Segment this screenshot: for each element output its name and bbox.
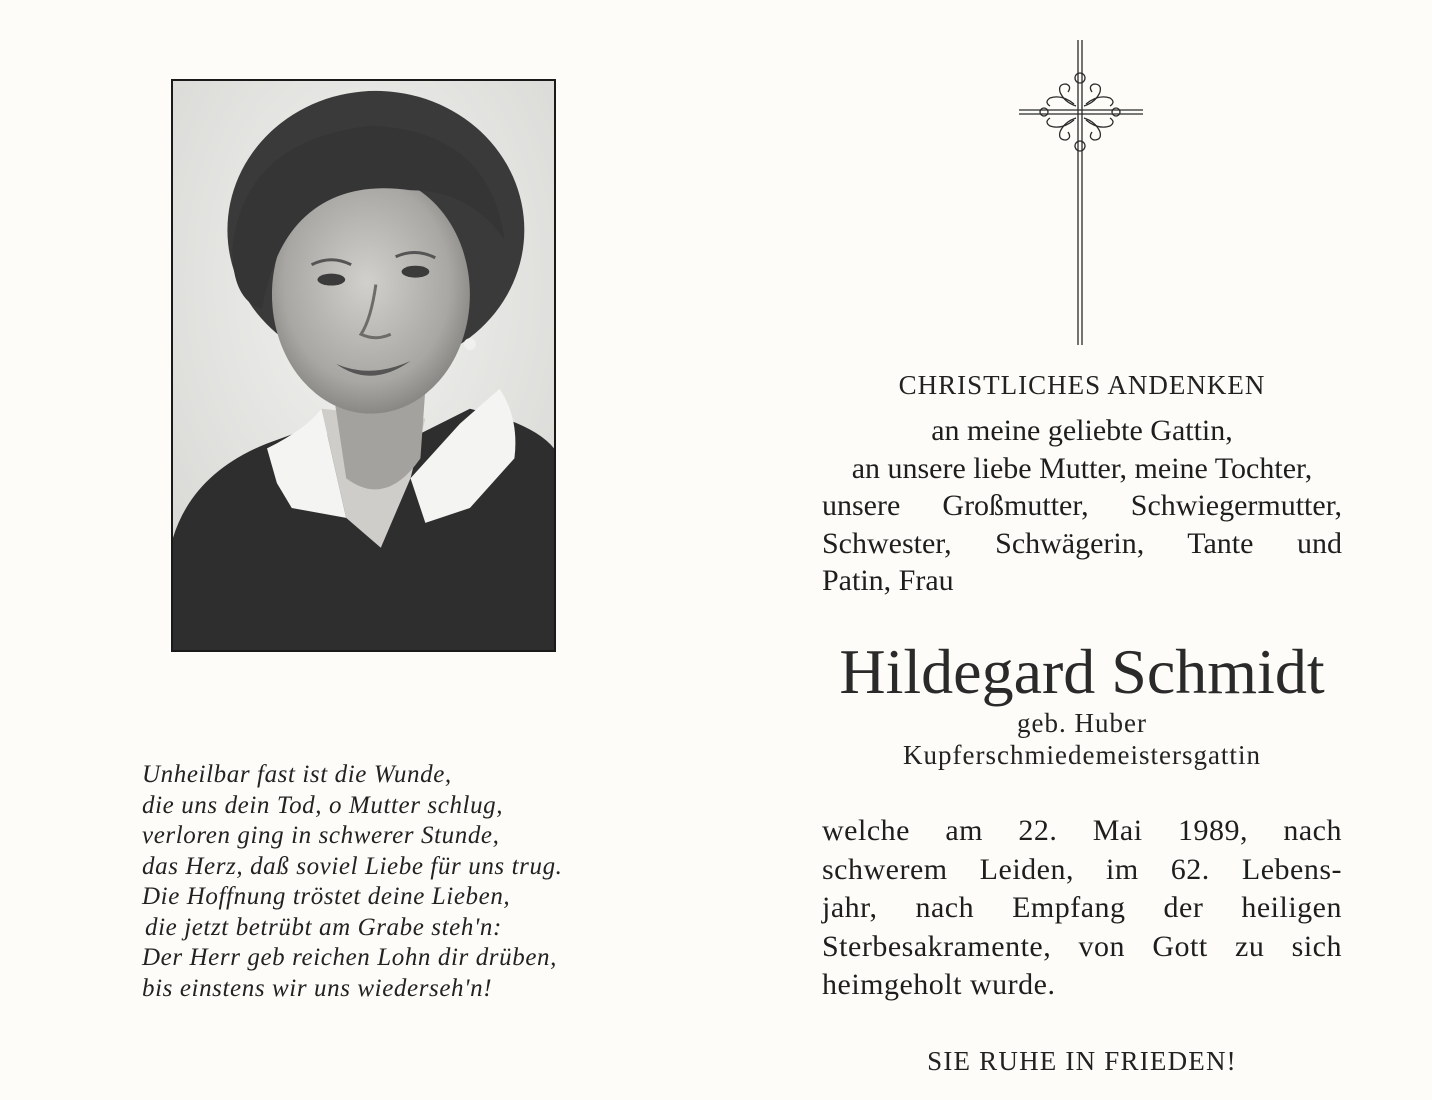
notice-line: welche am 22. Mai 1989, nach <box>822 814 1342 847</box>
closing-blessing: SIE RUHE IN FRIEDEN! <box>927 1046 1237 1076</box>
death-notice-text <box>822 812 1342 1005</box>
dedication-line: Patin, Frau <box>822 564 954 597</box>
ornamental-cross-icon <box>1014 40 1148 350</box>
dedication-line: unsere Großmutter, Schwiegermutter, <box>822 489 1342 522</box>
memorial-poem <box>142 760 662 1004</box>
deceased-name: Hildegard Schmidt <box>839 636 1325 707</box>
poem-line: Der Herr geb reichen Lohn dir drüben, <box>142 944 557 971</box>
occupation: Kupferschmiedemeistersgattin <box>903 740 1261 770</box>
dedication-text <box>822 412 1342 600</box>
poem-line: die jetzt betrübt am Grabe steh'n: <box>145 913 502 941</box>
notice-line: Sterbesakramente, von Gott zu sich <box>822 929 1342 963</box>
poem-line: bis einstens wir uns wiederseh'n! <box>142 974 493 1002</box>
birth-name: geb. Huber <box>1017 708 1147 738</box>
dedication-line: Schwester, Schwägerin, Tante und <box>822 526 1342 560</box>
dedication-line: an unsere liebe Mutter, meine Tochter, <box>851 451 1313 485</box>
poem-line: die uns dein Tod, o Mutter schlug, <box>142 791 504 819</box>
portrait-illustration <box>173 81 554 650</box>
poem-line: Unheilbar fast ist die Wunde, <box>142 761 452 788</box>
notice-line: jahr, nach Empfang der heiligen <box>822 891 1342 924</box>
memorial-heading: CHRISTLICHES ANDENKEN <box>898 370 1266 400</box>
notice-line: heimgeholt wurde. <box>822 968 1056 1001</box>
poem-line: das Herz, daß soviel Liebe für uns trug. <box>142 852 563 880</box>
poem-line: verloren ging in schwerer Stunde, <box>142 822 500 849</box>
portrait-photo <box>171 79 556 652</box>
dedication-line: an meine geliebte Gattin, <box>931 414 1233 447</box>
poem-line: Die Hoffnung tröstet deine Lieben, <box>142 883 511 910</box>
cross-drawing <box>1014 40 1148 350</box>
notice-line: schwerem Leiden, im 62. Lebens- <box>822 852 1342 886</box>
